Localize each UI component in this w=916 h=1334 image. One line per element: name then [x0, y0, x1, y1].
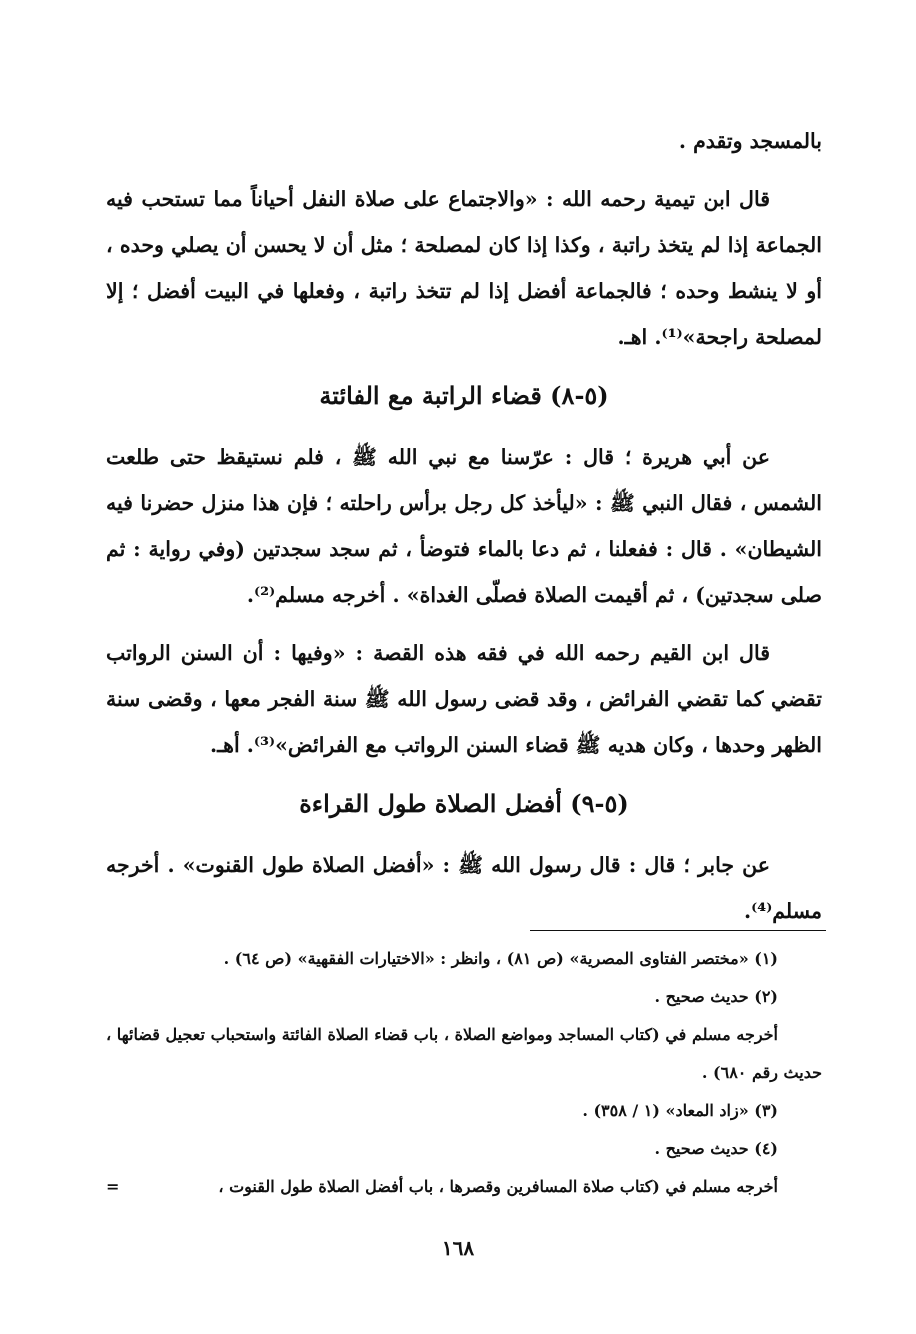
footnote-4: (٤) حديث صحيح .	[654, 1139, 778, 1158]
footnote-4-detail: أخرجه مسلم في (كتاب صلاة المسافرين وقصرها ، باب أفضل الصلاة طول القنوت ،	[218, 1177, 778, 1196]
main-text	[106, 118, 822, 934]
continuation-mark: =	[106, 1177, 120, 1196]
paragraph-ibn-al-qayyim: قال ابن القيم رحمه الله في فقه هذه القصة : «وفيها : أن السنن الرواتب تقضي كما تقضي الفرائض ، وقد قضى رسول الله ﷺ سنة الفجر معها ، وقضى سنة الظهر وحدها ، وكان هديه ﷺ قضاء السنن الرواتب مع الفرائض»⁽³⁾. أهـ.	[106, 641, 822, 757]
paragraph-ibn-taymiyyah: قال ابن تيمية رحمه الله : «والاجتماع على صلاة النفل أحياناً مما تستحب فيه الجماعة إذا لم يتخذ راتبة ، وكذا إذا كان لمصلحة ؛ مثل أن لا يحسن أن يصلي وحده ، أو لا ينشط وحده ؛ فالجماعة أفضل إذا لم تتخذ راتبة ، وفعلها في البيت أفضل ؛ إلا لمصلحة راجحة»⁽¹⁾. اهـ.	[106, 187, 822, 349]
paragraph-abu-hurayrah: عن أبي هريرة ؛ قال : عرّسنا مع نبي الله ﷺ ، فلم نستيقظ حتى طلعت الشمس ، فقال النبي ﷺ : «ليأخذ كل رجل برأس راحلته ؛ فإن هذا منزل حضرنا فيه الشيطان» . قال : ففعلنا ، ثم دعا بالماء فتوضأ ، ثم سجد سجدتين (وفي رواية : ثم صلى سجدتين) ، ثم أقيمت الصلاة فصلّى الغداة» . أخرجه مسلم⁽²⁾.	[106, 445, 822, 607]
section-heading-5-9: (٥-٩) أفضل الصلاة طول القراءة	[299, 789, 629, 818]
footnote-2: (٢) حديث صحيح .	[654, 987, 778, 1006]
paragraph-continuation: بالمسجد وتقدم .	[678, 129, 822, 153]
footnote-separator	[530, 930, 826, 931]
footnote-4-detail-line	[106, 1168, 822, 1206]
footnote-3: (٣) «زاد المعاد» (١ / ٣٥٨) .	[582, 1101, 778, 1120]
page-number: ١٦٨	[441, 1236, 475, 1260]
section-heading-5-8: (٥-٨) قضاء الراتبة مع الفائتة	[319, 381, 609, 410]
footnote-2-detail: أخرجه مسلم في (كتاب المساجد ومواضع الصلاة ، باب قضاء الصلاة الفائتة واستحباب تعجيل قضائها ، حديث رقم ٦٨٠) .	[106, 1025, 822, 1082]
paragraph-jabir: عن جابر ؛ قال : قال رسول الله ﷺ : «أفضل الصلاة طول القنوت» . أخرجه مسلم⁽⁴⁾.	[106, 853, 822, 923]
footnotes	[106, 940, 822, 1206]
footnote-1: (١) «مختصر الفتاوى المصرية» (ص ٨١) ، وانظر : «الاختيارات الفقهية» (ص ٦٤) .	[223, 949, 778, 968]
